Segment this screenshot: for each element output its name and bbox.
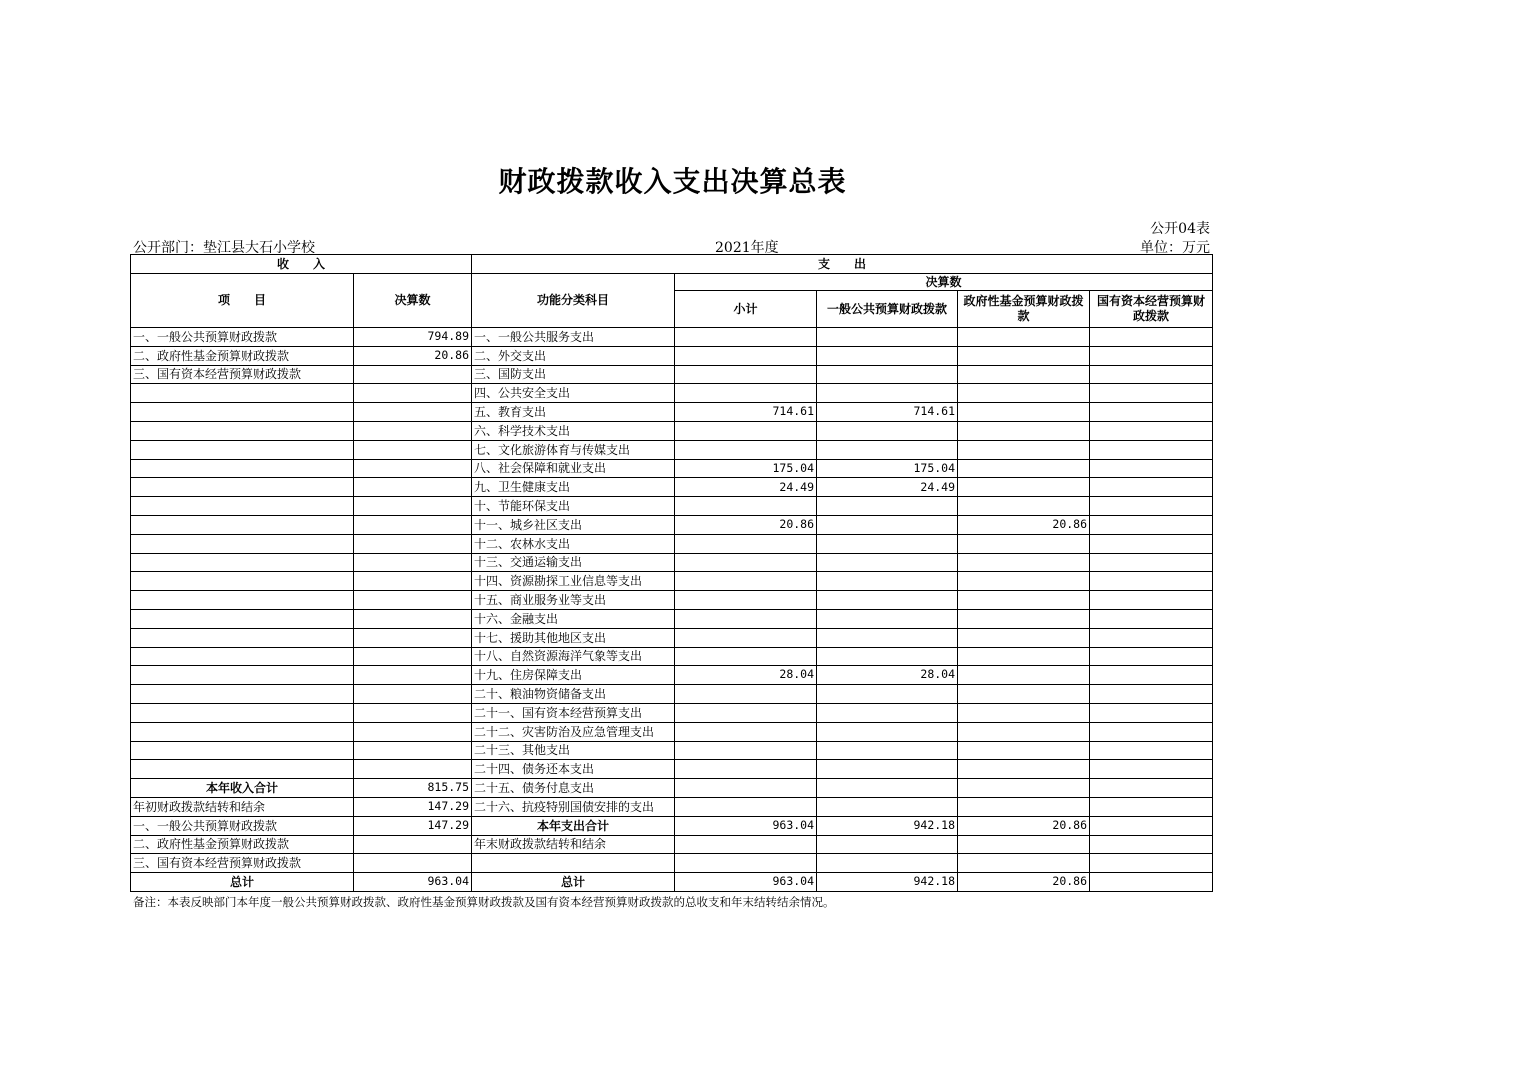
table-row — [131, 666, 1213, 685]
general-budget-cell — [817, 835, 958, 854]
general-budget-cell: 942.18 — [817, 816, 958, 835]
state-capital-cell — [1090, 515, 1213, 534]
general-budget-cell — [817, 440, 958, 459]
general-budget-cell — [817, 703, 958, 722]
income-amount-cell: 815.75 — [354, 779, 472, 798]
gov-fund-cell — [958, 666, 1090, 685]
table-row — [131, 346, 1213, 365]
state-capital-cell — [1090, 421, 1213, 440]
expense-subject-cell: 二十五、债务付息支出 — [472, 779, 675, 798]
state-capital-cell — [1090, 328, 1213, 347]
expense-subject-cell: 二十六、抗疫特别国债安排的支出 — [472, 797, 675, 816]
income-amount-cell — [354, 760, 472, 779]
state-capital-cell — [1090, 459, 1213, 478]
state-capital-cell — [1090, 628, 1213, 647]
general-budget-cell — [817, 421, 958, 440]
general-budget-cell — [817, 384, 958, 403]
gov-fund-cell — [958, 572, 1090, 591]
general-budget-cell — [817, 553, 958, 572]
expense-subject-cell: 十七、援助其他地区支出 — [472, 628, 675, 647]
gov-fund-header: 政府性基金预算财政拨款 — [958, 291, 1090, 328]
expense-subject-cell: 十、节能环保支出 — [472, 497, 675, 516]
income-item-cell: 一、一般公共预算财政拨款 — [131, 328, 354, 347]
subtotal-cell — [675, 647, 817, 666]
footnote: 备注：本表反映部门本年度一般公共预算财政拨款、政府性基金预算财政拨款及国有资本经营预算财政拨款的总收支和年末结转结余情况。 — [133, 895, 835, 909]
income-item-cell — [131, 703, 354, 722]
subtotal-cell: 20.86 — [675, 515, 817, 534]
fiscal-year-label: 2021年度 — [715, 240, 779, 256]
expense-subject-cell: 五、教育支出 — [472, 403, 675, 422]
gov-fund-cell — [958, 722, 1090, 741]
table-row — [131, 873, 1213, 892]
gov-fund-cell — [958, 497, 1090, 516]
table-row — [131, 365, 1213, 384]
expense-subject-cell: 十一、城乡社区支出 — [472, 515, 675, 534]
subtotal-cell — [675, 384, 817, 403]
table-row — [131, 478, 1213, 497]
gov-fund-cell — [958, 384, 1090, 403]
expense-subject-cell: 三、国防支出 — [472, 365, 675, 384]
income-item-cell — [131, 497, 354, 516]
general-budget-cell — [817, 534, 958, 553]
subtotal-cell — [675, 760, 817, 779]
general-budget-cell — [817, 365, 958, 384]
table-row — [131, 722, 1213, 741]
income-amount-cell — [354, 421, 472, 440]
income-amount-cell: 794.89 — [354, 328, 472, 347]
income-amount-cell: 20.86 — [354, 346, 472, 365]
general-budget-cell: 175.04 — [817, 459, 958, 478]
table-row — [131, 741, 1213, 760]
gov-fund-cell — [958, 835, 1090, 854]
income-item-cell: 三、国有资本经营预算财政拨款 — [131, 365, 354, 384]
general-budget-cell — [817, 741, 958, 760]
expense-subject-cell: 六、科学技术支出 — [472, 421, 675, 440]
table-row — [131, 816, 1213, 835]
state-capital-cell — [1090, 779, 1213, 798]
general-budget-cell — [817, 797, 958, 816]
state-capital-cell — [1090, 797, 1213, 816]
table-row — [131, 384, 1213, 403]
state-capital-cell — [1090, 572, 1213, 591]
income-amount-cell — [354, 534, 472, 553]
subtotal-header: 小计 — [675, 291, 817, 328]
general-budget-cell — [817, 854, 958, 873]
state-capital-cell — [1090, 685, 1213, 704]
income-amount-cell — [354, 553, 472, 572]
subtotal-cell — [675, 703, 817, 722]
gov-fund-cell — [958, 591, 1090, 610]
state-capital-cell — [1090, 365, 1213, 384]
income-amount-cell — [354, 478, 472, 497]
income-amount-cell: 147.29 — [354, 797, 472, 816]
income-item-cell — [131, 666, 354, 685]
gov-fund-cell — [958, 779, 1090, 798]
income-amount-cell — [354, 628, 472, 647]
expense-subject-cell: 本年支出合计 — [472, 816, 675, 835]
expense-subject-cell: 十二、农林水支出 — [472, 534, 675, 553]
expense-subject-cell: 十五、商业服务业等支出 — [472, 591, 675, 610]
gov-fund-cell — [958, 609, 1090, 628]
state-capital-cell — [1090, 384, 1213, 403]
general-budget-cell — [817, 779, 958, 798]
income-item-cell — [131, 515, 354, 534]
expense-header: 支 出 — [472, 255, 1213, 274]
unit-label: 单位：万元 — [1140, 240, 1210, 256]
subtotal-cell — [675, 328, 817, 347]
form-number: 公开04表 — [1150, 221, 1210, 237]
subtotal-cell — [675, 628, 817, 647]
gov-fund-cell — [958, 421, 1090, 440]
general-budget-cell: 942.18 — [817, 873, 958, 892]
income-item-cell — [131, 760, 354, 779]
state-capital-cell — [1090, 854, 1213, 873]
subtotal-cell — [675, 835, 817, 854]
subtotal-cell: 175.04 — [675, 459, 817, 478]
general-budget-cell — [817, 572, 958, 591]
table-row — [131, 647, 1213, 666]
table-row — [131, 591, 1213, 610]
table-row — [131, 835, 1213, 854]
income-item-cell — [131, 685, 354, 704]
expense-subject-cell: 四、公共安全支出 — [472, 384, 675, 403]
expense-subject-cell: 十九、住房保障支出 — [472, 666, 675, 685]
subtotal-cell — [675, 779, 817, 798]
subtotal-cell: 963.04 — [675, 816, 817, 835]
income-item-cell: 总计 — [131, 873, 354, 892]
subtotal-cell — [675, 440, 817, 459]
income-item-cell — [131, 478, 354, 497]
subtotal-cell — [675, 497, 817, 516]
state-capital-cell — [1090, 666, 1213, 685]
gov-fund-cell — [958, 854, 1090, 873]
expense-subject-cell: 十三、交通运输支出 — [472, 553, 675, 572]
general-budget-cell: 714.61 — [817, 403, 958, 422]
general-budget-cell: 24.49 — [817, 478, 958, 497]
state-capital-cell — [1090, 722, 1213, 741]
subtotal-cell — [675, 534, 817, 553]
general-budget-cell — [817, 760, 958, 779]
table-row — [131, 459, 1213, 478]
table-row — [131, 421, 1213, 440]
general-budget-cell — [817, 647, 958, 666]
income-amount-cell — [354, 515, 472, 534]
income-item-cell — [131, 459, 354, 478]
income-item-cell — [131, 553, 354, 572]
gov-fund-cell — [958, 346, 1090, 365]
table-row — [131, 403, 1213, 422]
gov-fund-cell — [958, 328, 1090, 347]
gov-fund-cell — [958, 459, 1090, 478]
table-row — [131, 797, 1213, 816]
income-item-cell — [131, 647, 354, 666]
income-item-cell: 二、政府性基金预算财政拨款 — [131, 835, 354, 854]
income-amount-cell — [354, 703, 472, 722]
general-budget-cell — [817, 685, 958, 704]
expense-subject-cell: 二十四、债务还本支出 — [472, 760, 675, 779]
general-budget-cell — [817, 591, 958, 610]
func-subject-header: 功能分类科目 — [472, 274, 675, 328]
subtotal-cell — [675, 346, 817, 365]
income-item-cell — [131, 609, 354, 628]
table-row — [131, 703, 1213, 722]
income-amount-cell — [354, 722, 472, 741]
state-capital-cell — [1090, 346, 1213, 365]
expense-subject-cell: 十四、资源勘探工业信息等支出 — [472, 572, 675, 591]
income-item-cell — [131, 722, 354, 741]
income-item-cell: 一、一般公共预算财政拨款 — [131, 816, 354, 835]
income-item-cell — [131, 440, 354, 459]
state-capital-cell — [1090, 647, 1213, 666]
table-row — [131, 497, 1213, 516]
subtotal-cell — [675, 797, 817, 816]
subtotal-cell: 963.04 — [675, 873, 817, 892]
income-amount-cell — [354, 440, 472, 459]
income-item-cell — [131, 741, 354, 760]
expense-subject-cell: 二十、粮油物资储备支出 — [472, 685, 675, 704]
gov-fund-cell — [958, 478, 1090, 497]
subtotal-cell — [675, 609, 817, 628]
state-capital-cell — [1090, 440, 1213, 459]
state-capital-cell — [1090, 873, 1213, 892]
subtotal-cell: 714.61 — [675, 403, 817, 422]
table-row — [131, 685, 1213, 704]
page-title: 财政拨款收入支出决算总表 — [498, 165, 847, 198]
income-item-cell: 三、国有资本经营预算财政拨款 — [131, 854, 354, 873]
gov-fund-cell — [958, 760, 1090, 779]
expense-subject-cell: 二、外交支出 — [472, 346, 675, 365]
income-amount-cell — [354, 591, 472, 610]
state-capital-cell — [1090, 403, 1213, 422]
income-item-cell — [131, 421, 354, 440]
gov-fund-cell — [958, 534, 1090, 553]
income-item-cell: 二、政府性基金预算财政拨款 — [131, 346, 354, 365]
gov-fund-cell — [958, 365, 1090, 384]
general-budget-cell — [817, 328, 958, 347]
income-amount-cell — [354, 685, 472, 704]
income-item-cell — [131, 534, 354, 553]
table-row — [131, 328, 1213, 347]
general-budget-header: 一般公共预算财政拨款 — [817, 291, 958, 328]
general-budget-cell — [817, 497, 958, 516]
budget-group-header: 决算数 — [675, 274, 1213, 291]
table-row — [131, 609, 1213, 628]
income-amount-cell — [354, 403, 472, 422]
expense-subject-cell: 十六、金融支出 — [472, 609, 675, 628]
gov-fund-cell — [958, 685, 1090, 704]
state-capital-cell — [1090, 835, 1213, 854]
department-label: 公开部门：垫江县大石小学校 — [133, 240, 315, 256]
state-capital-cell — [1090, 534, 1213, 553]
general-budget-cell — [817, 628, 958, 647]
income-amount-cell — [354, 572, 472, 591]
table-row — [131, 628, 1213, 647]
income-amount-cell: 963.04 — [354, 873, 472, 892]
gov-fund-cell — [958, 440, 1090, 459]
subtotal-cell — [675, 854, 817, 873]
income-amount-cell — [354, 854, 472, 873]
income-amount-cell — [354, 384, 472, 403]
income-item-cell — [131, 384, 354, 403]
income-amount-cell — [354, 497, 472, 516]
state-capital-cell — [1090, 816, 1213, 835]
state-capital-cell — [1090, 497, 1213, 516]
header-row-1 — [131, 255, 1213, 274]
general-budget-cell — [817, 346, 958, 365]
table-row — [131, 515, 1213, 534]
income-amount-cell: 147.29 — [354, 816, 472, 835]
income-amount-cell — [354, 835, 472, 854]
expense-subject-cell: 八、社会保障和就业支出 — [472, 459, 675, 478]
income-item-cell — [131, 403, 354, 422]
income-amount-cell — [354, 647, 472, 666]
subtotal-cell: 28.04 — [675, 666, 817, 685]
gov-fund-cell — [958, 797, 1090, 816]
gov-fund-cell — [958, 628, 1090, 647]
subtotal-cell: 24.49 — [675, 478, 817, 497]
gov-fund-cell: 20.86 — [958, 515, 1090, 534]
fiscal-summary-table — [130, 254, 1213, 892]
income-amount-cell — [354, 365, 472, 384]
general-budget-cell: 28.04 — [817, 666, 958, 685]
gov-fund-cell: 20.86 — [958, 873, 1090, 892]
item-header: 项 目 — [131, 274, 354, 328]
gov-fund-cell: 20.86 — [958, 816, 1090, 835]
expense-subject-cell: 年末财政拨款结转和结余 — [472, 835, 675, 854]
header-row-2 — [131, 274, 1213, 291]
gov-fund-cell — [958, 647, 1090, 666]
subtotal-cell — [675, 591, 817, 610]
expense-subject-cell — [472, 854, 675, 873]
table-row — [131, 553, 1213, 572]
gov-fund-cell — [958, 703, 1090, 722]
subtotal-cell — [675, 553, 817, 572]
income-item-cell: 年初财政拨款结转和结余 — [131, 797, 354, 816]
table-row — [131, 534, 1213, 553]
state-capital-cell — [1090, 478, 1213, 497]
state-capital-cell — [1090, 703, 1213, 722]
general-budget-cell — [817, 722, 958, 741]
state-capital-header: 国有资本经营预算财政拨款 — [1090, 291, 1213, 328]
gov-fund-cell — [958, 403, 1090, 422]
income-item-cell — [131, 591, 354, 610]
subtotal-cell — [675, 722, 817, 741]
expense-subject-cell: 二十二、灾害防治及应急管理支出 — [472, 722, 675, 741]
subtotal-cell — [675, 741, 817, 760]
table-row — [131, 440, 1213, 459]
state-capital-cell — [1090, 760, 1213, 779]
subtotal-cell — [675, 572, 817, 591]
expense-subject-cell: 十八、自然资源海洋气象等支出 — [472, 647, 675, 666]
gov-fund-cell — [958, 741, 1090, 760]
state-capital-cell — [1090, 553, 1213, 572]
income-amount-cell — [354, 741, 472, 760]
table-row — [131, 760, 1213, 779]
income-item-cell — [131, 628, 354, 647]
subtotal-cell — [675, 685, 817, 704]
general-budget-cell — [817, 515, 958, 534]
income-amount-cell — [354, 609, 472, 628]
expense-subject-cell: 一、一般公共服务支出 — [472, 328, 675, 347]
state-capital-cell — [1090, 741, 1213, 760]
expense-subject-cell: 七、文化旅游体育与传媒支出 — [472, 440, 675, 459]
state-capital-cell — [1090, 609, 1213, 628]
income-amount-cell — [354, 459, 472, 478]
income-item-cell: 本年收入合计 — [131, 779, 354, 798]
table-row — [131, 572, 1213, 591]
income-item-cell — [131, 572, 354, 591]
state-capital-cell — [1090, 591, 1213, 610]
table-row — [131, 854, 1213, 873]
amount-header: 决算数 — [354, 274, 472, 328]
expense-subject-cell: 二十三、其他支出 — [472, 741, 675, 760]
expense-subject-cell: 二十一、国有资本经营预算支出 — [472, 703, 675, 722]
income-header: 收 入 — [131, 255, 472, 274]
general-budget-cell — [817, 609, 958, 628]
subtotal-cell — [675, 365, 817, 384]
gov-fund-cell — [958, 553, 1090, 572]
expense-subject-cell: 九、卫生健康支出 — [472, 478, 675, 497]
table-row — [131, 779, 1213, 798]
subtotal-cell — [675, 421, 817, 440]
income-amount-cell — [354, 666, 472, 685]
expense-subject-cell: 总计 — [472, 873, 675, 892]
